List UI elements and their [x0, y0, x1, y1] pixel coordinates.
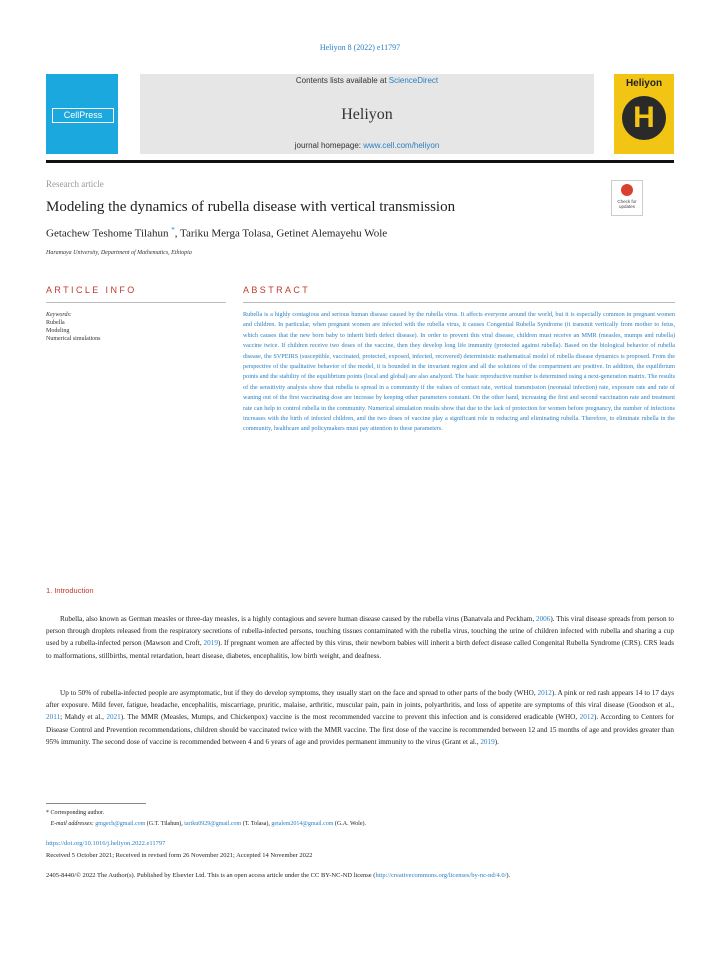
- authors-rest: , Tariku Merga Tolasa, Getinet Alemayehu Wole: [174, 227, 388, 240]
- text-run: ). According to Centers for Disease Control and Prevention recommendations, children should be vaccinated twice with the MMR vaccine. The first dose of the vaccine is recommended between 12 and 15 months of age and provides greater than 95% immunity. The second dose of vaccine is recommended between 4 and 6 years of age and provides permanent immunity to the virus (Grant et al.,: [46, 713, 675, 746]
- citation-link[interactable]: 2006: [535, 615, 551, 623]
- affiliation: Haramaya University, Department of Mathematics, Ethiopia: [46, 250, 192, 256]
- author-1: Getachew Teshome Tilahun: [46, 227, 169, 240]
- corresponding-note: [46, 808, 366, 819]
- email-link[interactable]: getalem2014@gmail.com: [271, 821, 334, 827]
- text-run: ). If pregnant women are affected by this virus, their newborn babies will inherit a birth defect disease called Congenital Rubella Syndrome (CRS). CRS leads to malformations, stillbirths, mental retardation, heart disease, diabetes, encephalitis, low birth weight, and deafness.: [46, 639, 674, 660]
- text-run: ). This viral disease spreads from person to person through droplets released from the respiratory secretions of rubella-infected persons, touching tissues contaminated with the rubella virus, touching the urine of children infected with rubella and sharing a cup used by a rubella-infected person (Mawson and Croft,: [46, 615, 675, 648]
- intro-paragraph-2: [46, 687, 674, 748]
- article-type: Research article: [46, 179, 104, 189]
- keyword-item: Rubella: [46, 320, 65, 326]
- journal-cover[interactable]: [614, 74, 674, 154]
- author-list: [46, 226, 387, 240]
- text-run: ).: [494, 737, 499, 746]
- homepage-line: [140, 141, 594, 150]
- cover-title: Heliyon: [625, 78, 663, 89]
- citation-link[interactable]: 2012: [537, 689, 552, 697]
- email-label: E-mail addresses:: [50, 821, 94, 827]
- journal-banner: [140, 74, 594, 154]
- journal-name: Heliyon: [341, 106, 393, 123]
- text-run: Rubella, also known as German measles or three-day measles, is a highly contagious and severe human disease caused by the rubella virus (Banatvala and Peckham,: [60, 615, 536, 623]
- intro-paragraph-1: [46, 613, 674, 662]
- keyword-item: Modeling: [46, 328, 70, 334]
- doi-link[interactable]: https://doi.org/10.1016/j.heliyon.2022.e11797: [46, 840, 166, 847]
- check-updates-label: Check for updates: [617, 199, 637, 209]
- keyword-item: Numerical simulations: [46, 336, 101, 342]
- email-link[interactable]: tariku0929@gmail.com: [184, 821, 242, 827]
- corresponding-author-mark[interactable]: *: [171, 226, 175, 234]
- email-link[interactable]: gmgech@gmail.com: [95, 821, 146, 827]
- text-run: ). The MMR (Measles, Mumps, and Chickenpox) vaccine is the most recommended vaccine to prevent this infection and is considered eradicable (WHO,: [120, 713, 580, 722]
- citation-link[interactable]: 2019: [480, 737, 495, 746]
- cover-h-logo: H: [622, 96, 666, 140]
- license-end: ).: [506, 872, 511, 879]
- sciencedirect-link[interactable]: ScienceDirect: [388, 76, 439, 85]
- email-line: [46, 819, 366, 830]
- journal-citation[interactable]: Heliyon 8 (2022) e11797: [319, 43, 401, 52]
- homepage-link[interactable]: www.cell.com/heliyon: [363, 141, 440, 150]
- text-run: ). A pink or red rash appears 14 to 17 days after exposure. Mild fever, fatigue, headache, encephalitis, miscarriage, pruritic, malaise, arthritic, muscular pain, pain in joints, polyarthritis, and loss of appetite are symptoms of this viral disease (Goodson et al.,: [46, 689, 675, 710]
- article-title: Modeling the dynamics of rubella disease with vertical transmission: [46, 199, 456, 215]
- footnote-mark: *: [46, 810, 49, 816]
- abstract-text: Rubella is a highly contagious and serious human disease caused by the rubella virus. It affects everyone around the world, but it is especially common in pregnant women and children. In particular, when pregnant women are infected with the rubella virus, it causes Congenital Rubella Syndrome (it transmit vertically from mother to fetus, which causes that the new born baby to inherit birth defect disease). In order to prevent this viral disease, children must receive an MMR (measles, mumps and rubella) vaccine twice. If children receive two doses of the vaccine, then they develop long life immunity (protected against rubella). Based on the biological behavior of rubella disease, the SVPEIRS (susceptible, vaccinated, protected, exposed, infected, recovered) deterministic mathematical model of rubella disease dynamics is proposed. From the perspective of the qualitative behavior of the model, it is bounded in the invariant region and all the solutions of the compartment are positive. In addition, the equilibrium points and the stability of the equilibrium points (local and global) are also analyzed. The basic reproductive number is determined using a next-generation matrix. The results of the sensitivity analysis show that rubella is spread in a community if the values of contact rate, vertical transmission (neonatal infection) rate, exposure rate and rate of waning out of the first vaccinating dose are increase by keeping other parameters constant. On the other hand, increasing the first and second vaccination rate and treatment rate can help to control rubella in the community. Numerical simulation results show that due to the lack of protection for women before pregnancy, the number of infections increases with the birth of infected children, and the two doses of vaccine play a significant role in reducing and eliminating rubella. Therefore, to eliminate rubella in the community, healthcare and policymakers must pay attention to these parameters.: [243, 311, 675, 433]
- contents-prefix: Contents lists available at: [295, 76, 389, 85]
- keywords-block: [46, 311, 101, 343]
- text-run: ; Mahdy et al.,: [60, 713, 107, 722]
- keywords-label: Keywords:: [46, 312, 72, 318]
- citation-link[interactable]: 2011: [46, 713, 61, 722]
- footnote: [46, 808, 366, 830]
- abstract-rule: [243, 302, 675, 303]
- license-statement: [46, 870, 674, 881]
- citation-link[interactable]: 2019: [203, 639, 218, 648]
- citation-link[interactable]: 2021: [106, 713, 121, 722]
- license-link[interactable]: http://creativecommons.org/licenses/by-nc-nd/4.0/: [375, 872, 507, 879]
- article-info-heading: ARTICLE INFO: [46, 285, 137, 295]
- article-info-rule: [46, 302, 226, 303]
- citation-link[interactable]: 2012: [579, 713, 595, 722]
- email-owner: (T. Tolasa),: [241, 821, 272, 827]
- footnote-rule: [46, 803, 146, 804]
- contents-line: [140, 76, 594, 85]
- introduction-heading: 1. Introduction: [46, 586, 94, 595]
- email-owner: (G.A. Wole).: [333, 821, 366, 827]
- received-dates: Received 5 October 2021; Received in revised form 26 November 2021; Accepted 14 November 2022: [46, 852, 313, 859]
- header-rule: [46, 160, 674, 163]
- check-updates-icon: [621, 184, 633, 196]
- email-owner: (G.T. Tilahun),: [145, 821, 185, 827]
- check-for-updates-badge[interactable]: [611, 180, 643, 216]
- footnote-label: Corresponding author.: [50, 810, 105, 816]
- cellpress-logo-text: CellPress: [52, 108, 114, 123]
- cellpress-logo[interactable]: [46, 74, 118, 154]
- abstract-heading: ABSTRACT: [243, 285, 311, 295]
- license-text: 2405-8440/© 2022 The Author(s). Published by Elsevier Ltd. This is an open access article under the CC BY-NC-ND license (: [46, 872, 376, 879]
- text-run: Up to 50% of rubella-infected people are asymptomatic, but if they do develop symptoms, they usually start on the face and spread to other parts of the body (WHO,: [60, 689, 538, 697]
- homepage-prefix: journal homepage:: [294, 141, 364, 150]
